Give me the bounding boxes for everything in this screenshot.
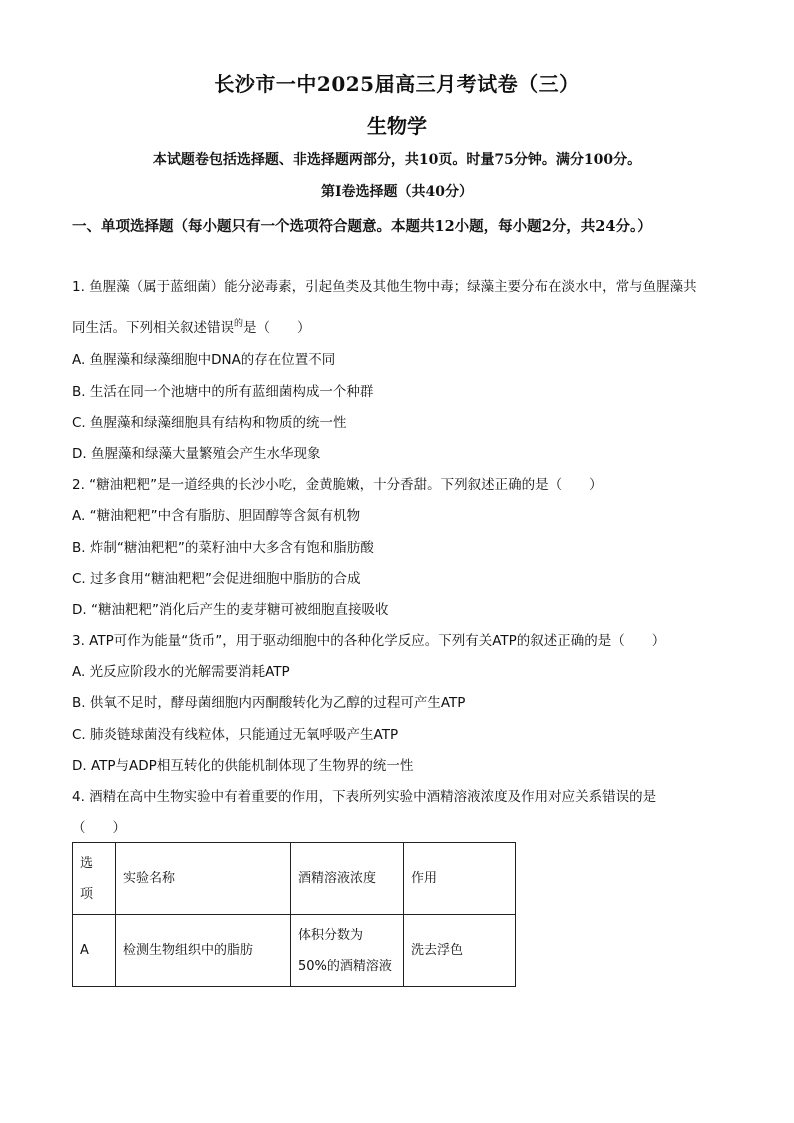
part-heading: 第I卷选择题（共40分） (320, 184, 474, 200)
row-concentration: 体积分数为 50%的酒精溶液 (291, 915, 404, 987)
q1-option-c: C. 鱼腥藻和绿藻细胞具有结构和物质的统一性 (72, 415, 347, 431)
row-effect: 洗去浮色 (404, 915, 516, 987)
table-header-row (73, 843, 516, 915)
q4-table (72, 842, 516, 987)
exam-title: 长沙市一中2025届高三月考试卷（三） (214, 72, 580, 96)
q4-stem-line1: 4. 酒精在高中生物实验中有着重要的作用，下表所列实验中酒精溶液浓度及作用对应关系错误的是 (72, 789, 657, 805)
row-name: 检测生物组织中的脂肪 (116, 915, 291, 987)
q2-option-b: B. 炸制“糖油粑粑”的菜籽油中大多含有饱和脂肪酸 (72, 540, 374, 556)
q1-option-a: A. 鱼腥藻和绿藻细胞中DNA的存在位置不同 (72, 352, 336, 368)
q2-option-a: A. “糖油粑粑”中含有脂肪、胆固醇等含氮有机物 (72, 508, 361, 524)
q2-stem: 2. “糖油粑粑”是一道经典的长沙小吃，金黄脆嫩，十分香甜。下列叙述正确的是（ ） (72, 477, 603, 493)
q3-option-b: B. 供氧不足时，酵母菌细胞内丙酮酸转化为乙醇的过程可产生ATP (72, 695, 466, 711)
q3-option-d: D. ATP与ADP相互转化的供能机制体现了生物界的统一性 (72, 758, 414, 774)
q1-stem-ruby: 的 (234, 319, 244, 329)
section-heading: 一、单项选择题（每小题只有一个选项符合题意。本题共12小题，每小题2分，共24分。） (72, 218, 652, 235)
q3-option-c: C. 肺炎链球菌没有线粒体，只能通过无氧呼吸产生ATP (72, 727, 399, 743)
q4-stem-line2: （ ） (72, 820, 126, 836)
q1-stem-tail: 是（ ） (243, 320, 311, 336)
header-cell-effect: 作用 (404, 843, 516, 915)
q2-option-d: D. “糖油粑粑”消化后产生的麦芽糖可被细胞直接吸收 (72, 602, 389, 618)
subject-heading: 生物学 (367, 114, 427, 138)
q2-option-c: C. 过多食用“糖油粑粑”会促进细胞中脂肪的合成 (72, 571, 361, 587)
q1-stem-text: 同生活。下列相关叙述错误 (72, 320, 234, 336)
header-cell-concentration: 酒精溶液浓度 (291, 843, 404, 915)
q3-stem: 3. ATP可作为能量“货币”，用于驱动细胞中的各种化学反应。下列有关ATP的叙述正确的是（ ） (72, 633, 666, 649)
q1-option-d: D. 鱼腥藻和绿藻大量繁殖会产生水华现象 (72, 446, 321, 462)
exam-meta: 本试题卷包括选择题、非选择题两部分，共10页。时量75分钟。满分100分。 (152, 152, 642, 168)
row-option: A (73, 915, 116, 987)
q1-stem-line2 (72, 316, 311, 336)
header-cell-option: 选 项 (73, 843, 116, 915)
header-cell-name: 实验名称 (116, 843, 291, 915)
q1-option-b: B. 生活在同一个池塘中的所有蓝细菌构成一个种群 (72, 384, 374, 400)
q3-option-a: A. 光反应阶段水的光解需要消耗ATP (72, 664, 290, 680)
q1-stem-line1: 1. 鱼腥藻（属于蓝细菌）能分泌毒素，引起鱼类及其他生物中毒；绿藻主要分布在淡水中，常与鱼腥藻共 (72, 279, 697, 295)
table-row (73, 915, 516, 987)
